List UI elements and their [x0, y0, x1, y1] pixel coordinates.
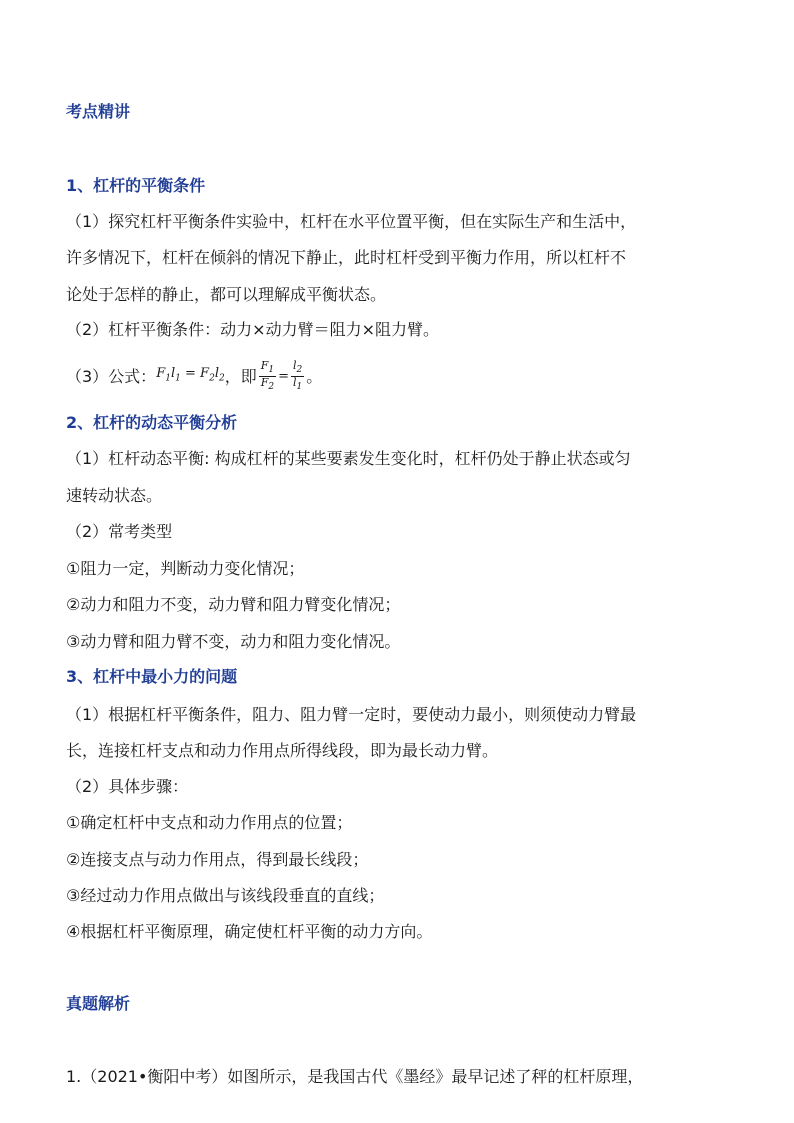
section-title-key-points: 考点精讲	[66, 102, 131, 121]
topic2-item1: ①阻力一定，判断动力变化情况；	[66, 559, 305, 578]
topic1-paragraph3	[66, 360, 322, 393]
topic1-paragraph1-line2: 许多情况下，杠杆在倾斜的情况下静止，此时杠杆受到平衡力作用，所以杠杆不	[66, 248, 627, 267]
topic2-paragraph2: （2）常考类型	[66, 522, 173, 541]
question-1: 1.（2021•衡阳中考）如图所示，是我国古代《墨经》最早记述了秤的杠杆原理，	[66, 1067, 644, 1086]
topic1-paragraph2: （2）杠杆平衡条件：动力×动力臂＝阻力×阻力臂。	[66, 320, 439, 339]
topic3-item2: ②连接支点与动力作用点，得到最长线段；	[66, 850, 369, 869]
topic3-paragraph1-line1: （1）根据杠杆平衡条件，阻力、阻力臂一定时，要使动力最小，则须使动力臂最	[66, 705, 637, 724]
topic1-paragraph1-line1: （1）探究杠杆平衡条件实验中，杠杆在水平位置平衡，但在实际生产和生活中，	[66, 212, 637, 231]
topic3-item1: ①确定杠杆中支点和动力作用点的位置；	[66, 813, 353, 832]
formula-mid: ，即	[224, 366, 257, 386]
topic2-item3: ③动力臂和阻力臂不变，动力和阻力变化情况。	[66, 632, 401, 651]
topic3-title: 3、杠杆中最小力的问题	[66, 667, 238, 686]
formula-prefix: （3）公式：	[66, 366, 157, 386]
topic3-paragraph1-line2: 长，连接杠杆支点和动力作用点所得线段，即为最长动力臂。	[66, 741, 499, 760]
topic1-paragraph1-line3: 论处于怎样的静止，都可以理解成平衡状态。	[66, 285, 387, 304]
topic2-paragraph1-line1: （1）杠杆动态平衡: 构成杠杆的某些要素发生变化时，杠杆仍处于静止状态或匀	[66, 449, 631, 468]
topic2-paragraph1-line2: 速转动状态。	[66, 486, 163, 505]
formula-suffix: 。	[306, 366, 323, 386]
topic2-item2: ②动力和阻力不变，动力臂和阻力臂变化情况；	[66, 595, 401, 614]
section-title-exam-analysis: 真题解析	[66, 994, 131, 1013]
topic2-title: 2、杠杆的动态平衡分析	[66, 413, 238, 432]
topic3-item3: ③经过动力作用点做出与该线段垂直的直线；	[66, 886, 385, 905]
topic1-title: 1、杠杆的平衡条件	[66, 176, 206, 195]
topic3-item4: ④根据杠杆平衡原理，确定使杠杆平衡的动力方向。	[66, 922, 433, 941]
formula-product: $F_1l_1 = F_2l_2$	[156, 366, 225, 384]
formula-ratio: $\frac{F_1}{F_2}$ = $\frac{l_2}{l_1}$	[260, 359, 303, 393]
topic3-paragraph2: （2）具体步骤：	[66, 777, 189, 796]
